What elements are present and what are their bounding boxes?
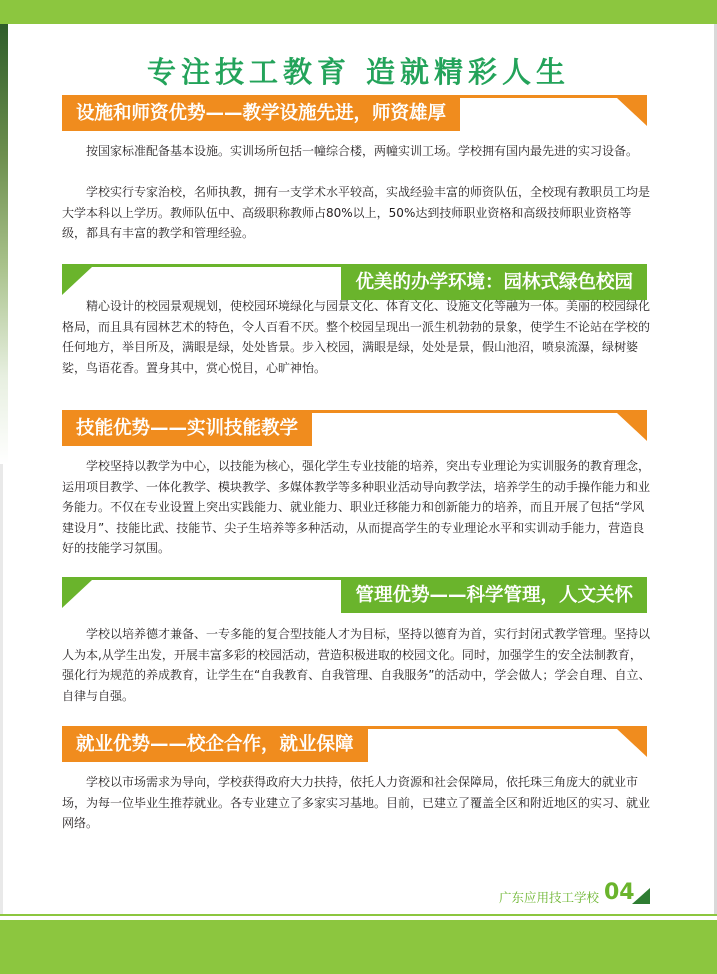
section-paragraph: 学校以培养德才兼备、一专多能的复合型技能人才为目标，坚持以德育为首，实行封闭式教学管理。坚持以人为本,从学生出发，开展丰富多彩的校园活动，营造积极进取的校园文化。同时，加强学生的安全法制教育，强化行为规范的养成教育，让学生在“自我教育、自我管理、自我服务”的活动中，学会做人；学会自理、自立、自律与自强。 — [62, 627, 651, 703]
page-corner-triangle — [632, 888, 650, 904]
section-heading: 管理优势——科学管理，人文关怀 — [341, 579, 647, 613]
section-header-management — [62, 577, 647, 613]
top-green-bar — [0, 0, 717, 24]
section-heading: 设施和师资优势——教学设施先进，师资雄厚 — [62, 97, 460, 131]
page-number: 04 — [604, 880, 635, 905]
section-paragraph: 精心设计的校园景观规划，使校园环境绿化与园景文化、体育文化、设施文化等融为一体。美丽的校园绿化格局，而且具有园林艺术的特色，令人百看不厌。整个校园呈现出一派生机勃勃的景象，使学生不论站在学校的任何地方，举目所及，满眼是绿，处处皆景。步入校园，满眼是绿，处处是景，假山池沼，喷泉流瀑，绿树婆娑，鸟语花香。置身其中，赏心悦目，心旷神怡。 — [62, 299, 651, 375]
section-heading: 就业优势——校企合作，就业保障 — [62, 728, 368, 762]
school-name: 广东应用技工学校 — [499, 890, 600, 905]
header-corner-triangle — [617, 413, 647, 441]
page-title: 专注技工教育 造就精彩人生 — [146, 55, 571, 89]
section-paragraph: 学校坚持以教学为中心，以技能为核心，强化学生专业技能的培养，突出专业理论为实训服务的教育理念，运用项目教学、一体化教学、模块教学、多媒体教学等多种职业活动导向教学法，培养学生的动手操作能力和业务能力。不仅在专业设置上突出实践能力、就业能力、职业迁移能力和创新能力的培养，而且开展了包括“学风建设月”、技能比武、技能节、尖子生培养等多种活动，从而提高学生的专业理论水平和实训动手能力，营造良好的技能学习氛围。 — [62, 459, 651, 555]
header-corner-triangle — [617, 729, 647, 757]
left-page-edge — [0, 464, 3, 914]
section-paragraph: 学校实行专家治校，名师执教，拥有一支学术水平较高，实战经验丰富的师资队伍，全校现有教职员工均是大学本科以上学历。教师队伍中、高级职称教师占80%以上，50%达到技师职业资格和高级技师职业资格等级，都具有丰富的教学和管理经验。 — [62, 185, 651, 240]
section-header-employment — [62, 726, 647, 762]
section-paragraph: 按国家标准配备基本设施。实训场所包括一幢综合楼，两幢实训工场。学校拥有国内最先进的实习设备。 — [86, 144, 639, 158]
section-header-skills — [62, 410, 647, 446]
section-heading: 技能优势——实训技能教学 — [62, 412, 312, 446]
header-corner-triangle — [617, 98, 647, 126]
bottom-green-bar — [0, 920, 717, 974]
section-paragraph: 学校以市场需求为导向，学校获得政府大力扶持，依托人力资源和社会保障局，依托珠三角庞大的就业市场，为每一位毕业生推荐就业。各专业建立了多家实习基地。目前，已建立了覆盖全区和附近地区的实习、就业网络。 — [62, 775, 651, 830]
section-heading: 优美的办学环境：园林式绿色校园 — [341, 266, 647, 300]
section-header-environment — [62, 264, 647, 300]
bottom-rule — [0, 914, 717, 916]
header-corner-triangle — [62, 580, 92, 608]
header-corner-triangle — [62, 267, 92, 295]
section-header-facilities — [62, 95, 647, 131]
